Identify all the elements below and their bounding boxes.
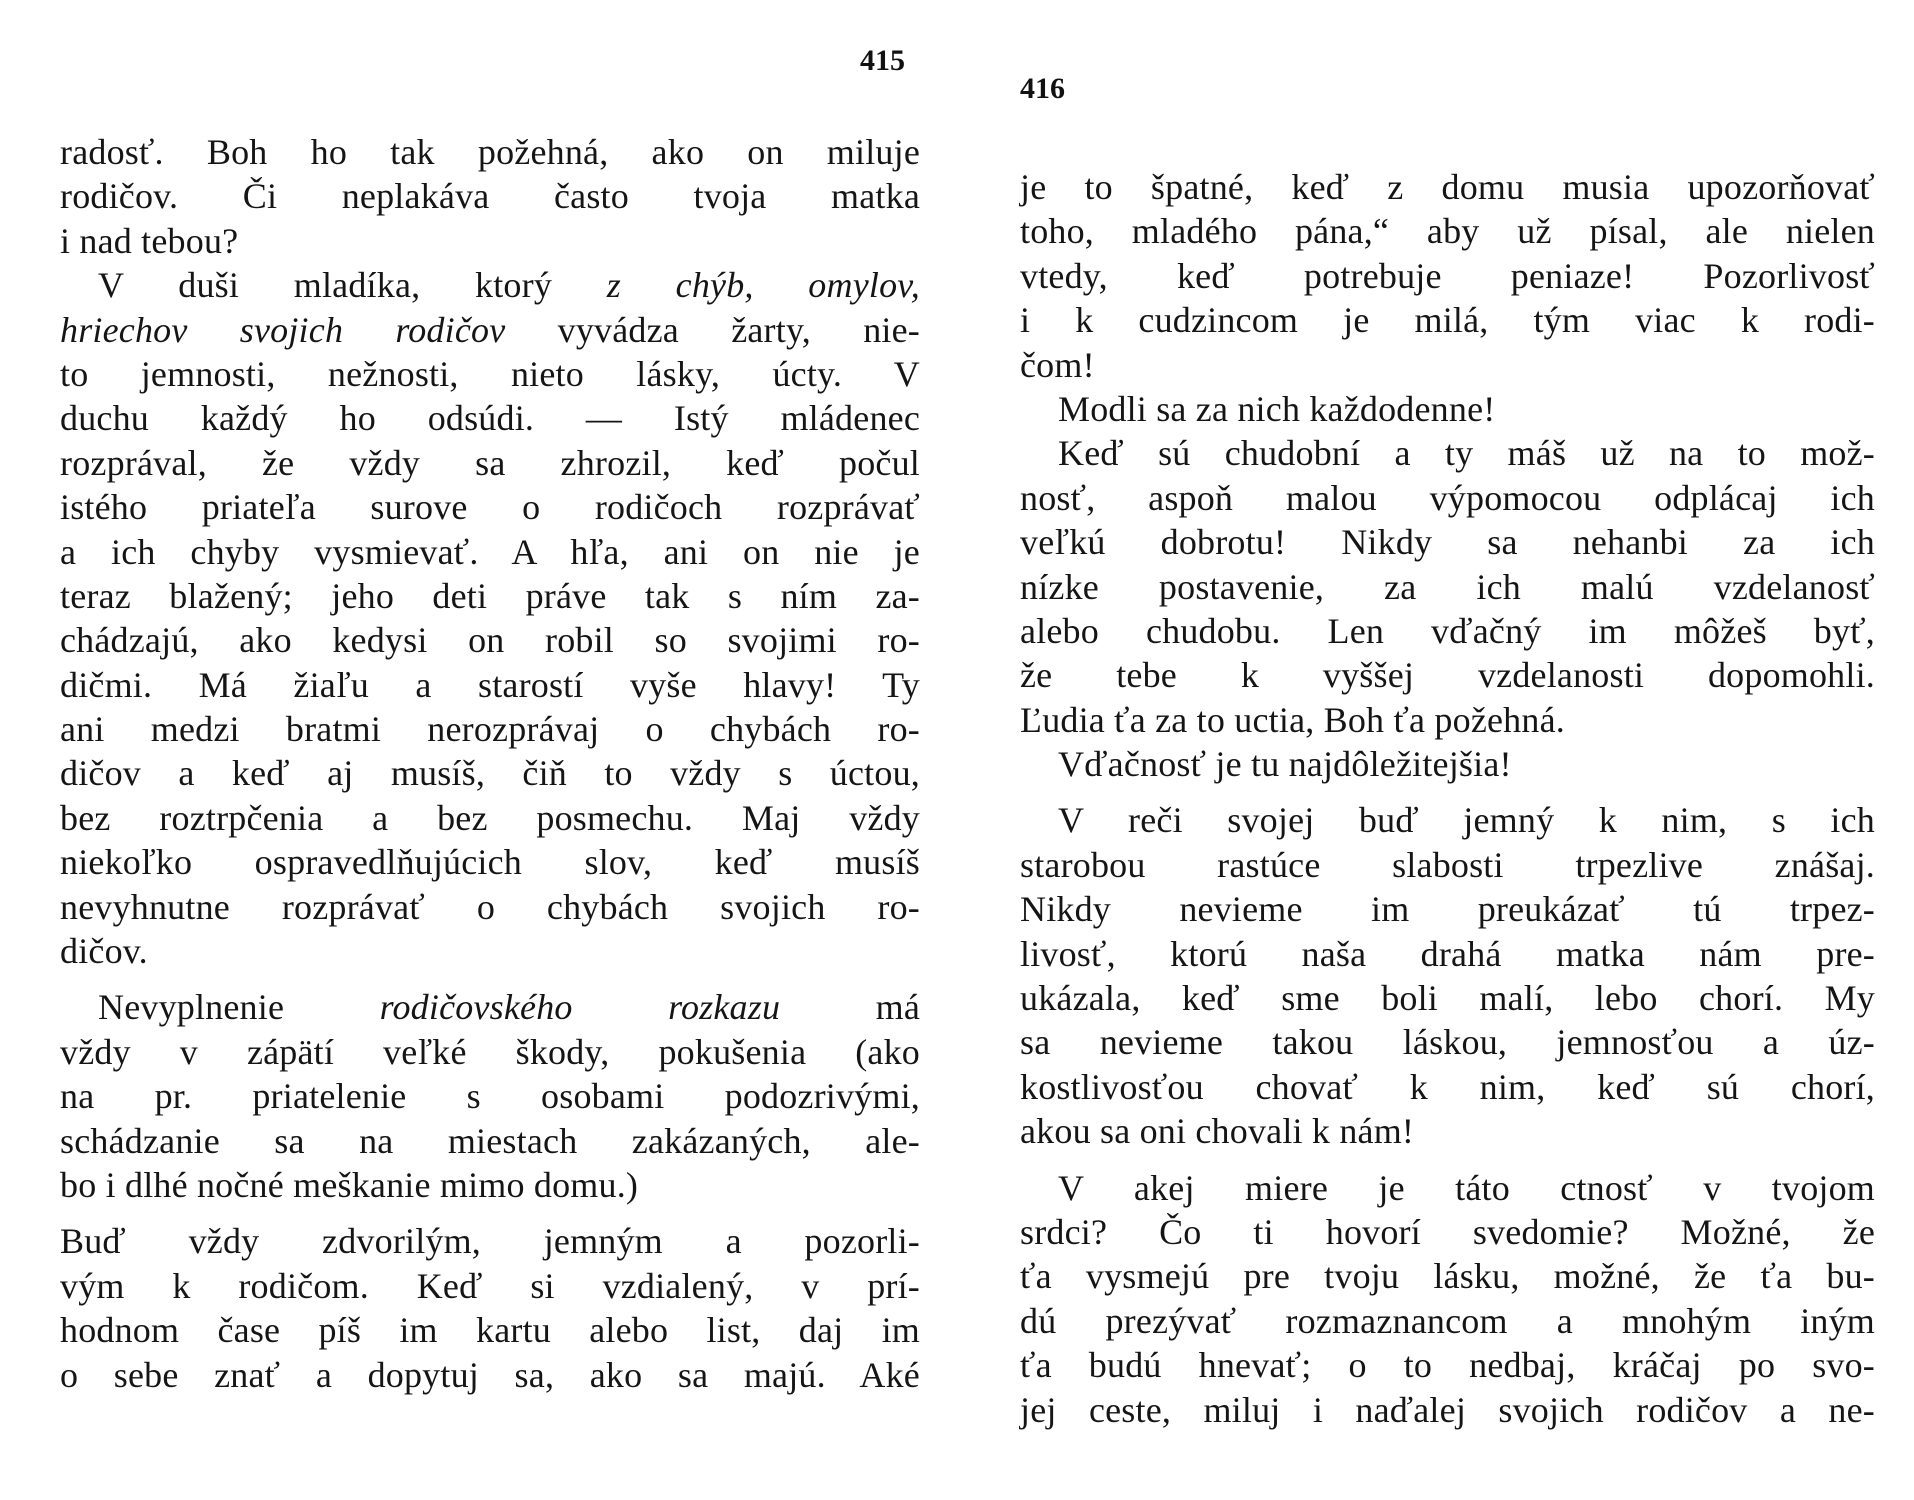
text-line: Keď sú chudobní a ty máš už na to mož- [1058,433,1875,474]
text-line: nosť, aspoň malou výpomocou odplácaj ich [1020,477,1875,518]
text-segment: vyvádza žarty, nie- [557,309,920,350]
text-line: dičmi. Má žiaľu a starostí vyše hlavy! Ty [60,664,920,705]
text-line: dú prezývať rozmaznancom a mnohým iným [1020,1300,1875,1341]
text-segment: má [875,987,921,1028]
text-line: alebo chudobu. Len vďačný im môžeš byť, [1020,610,1875,651]
text-line: hodnom čase píš im kartu alebo list, daj im [60,1310,920,1351]
text-line: Buď vždy zdvorilým, jemným a pozorli- [60,1221,920,1262]
right-page-text [1020,165,1875,1432]
text-line: rozprával, že vždy sa zhrozil, keď počul [60,442,920,483]
text-line: bez roztrpčenia a bez posmechu. Maj vždy [60,797,920,838]
text-line [60,985,920,1029]
page-number-left: 415 [860,44,905,77]
text-line: Ľudia ťa za to uctia, Boh ťa požehná. [1020,699,1565,740]
text-line: teraz blažený; jeho deti práve tak s ním za- [60,575,920,616]
text-line: a ich chyby vysmievať. A hľa, ani on nie je [60,531,920,572]
text-line: Modli sa za nich každodenne! [1058,388,1496,429]
italic-segment: rodičovského rozkazu [379,987,781,1028]
text-line: niekoľko ospravedlňujúcich slov, keď musíš [60,842,920,883]
right-page [1020,0,1875,1500]
text-line [60,263,920,307]
text-line: V reči svojej buď jemný k nim, s ich [1058,800,1875,841]
text-line: veľkú dobrotu! Nikdy sa nehanbi za ich [1020,522,1875,563]
text-line [60,308,920,352]
text-line: je to špatné, keď z domu musia upozorňovať [1020,167,1875,207]
italic-segment: z chýb, omylov, [606,265,920,306]
text-line: to jemnosti, nežnosti, nieto lásky, úcty. V [60,353,920,394]
text-line: chádzajú, ako kedysi on robil so svojimi ro- [60,620,920,661]
text-line: že tebe k vyššej vzdelanosti dopomohli. [1020,655,1875,696]
text-line: jej ceste, miluj i naďalej svojich rodičov a ne- [1020,1389,1875,1430]
text-line: o sebe znať a dopytuj sa, ako sa majú. Aké [60,1354,920,1395]
text-line: Nikdy nevieme im preukázať tú trpez- [1020,889,1875,930]
text-line: ani medzi bratmi nerozprávaj o chybách ro- [60,709,920,750]
text-line: istého priateľa surove o rodičoch rozprávať [60,487,920,528]
text-line: rodičov. Či neplakáva často tvoja matka [60,176,920,217]
text-line: radosť. Boh ho tak požehná, ako on miluje [60,132,920,172]
text-line: nevyhnutne rozprávať o chybách svojich ro- [60,886,920,927]
text-line: toho, mladého pána,“ aby už písal, ale nielen [1020,211,1875,252]
text-line: vždy v zápätí veľké škody, pokušenia (ako [60,1031,920,1072]
text-line: srdci? Čo ti hovorí svedomie? Možné, že [1020,1211,1875,1252]
text-line: vým k rodičom. Keď si vzdialený, v prí- [60,1265,920,1306]
text-line: akou sa oni chovali k nám! [1020,1111,1415,1152]
text-line: ťa budú hnevať; o to nedbaj, kráčaj po svo- [1020,1345,1875,1386]
text-line: na pr. priatelenie s osobami podozrivými, [60,1076,920,1117]
text-segment: Nevyplnenie [98,987,285,1028]
page-number-right: 416 [1020,72,1065,105]
text-line: nízke postavenie, za ich malú vzdelanosť [1020,566,1875,607]
left-page [60,0,920,1500]
text-line: i nad tebou? [60,220,239,261]
text-segment: V duši mladíka, ktorý [98,265,553,306]
text-line: V akej miere je táto ctnosť v tvojom [1058,1167,1875,1208]
text-line: čom! [1020,344,1095,385]
text-line: i k cudzincom je milá, tým viac k rodi- [1020,300,1875,341]
text-line: dičov a keď aj musíš, čiň to vždy s úctou, [60,753,920,794]
text-line: kostlivosťou chovať k nim, keď sú chorí, [1020,1066,1875,1107]
left-page-text [60,130,920,1397]
text-line: bo i dlhé nočné meškanie mimo domu.) [60,1164,639,1205]
text-line: sa nevieme takou láskou, jemnosťou a úz- [1020,1022,1875,1063]
text-line: ukázala, keď sme boli malí, lebo chorí. My [1020,978,1875,1019]
text-line: schádzanie sa na miestach zakázaných, ale- [60,1120,920,1161]
text-line: starobou rastúce slabosti trpezlive znášaj. [1020,844,1875,885]
text-line: livosť, ktorú naša drahá matka nám pre- [1020,933,1875,974]
text-line: Vďačnosť je tu najdôležitejšia! [1058,744,1512,785]
italic-segment: hriechov svojich rodičov [60,309,506,350]
text-line: dičov. [60,931,148,972]
text-line: ťa vysmejú pre tvoju lásku, možné, že ťa bu- [1020,1256,1875,1297]
text-line: vtedy, keď potrebuje peniaze! Pozorlivosť [1020,255,1875,296]
text-line: duchu každý ho odsúdi. — Istý mládenec [60,398,920,439]
